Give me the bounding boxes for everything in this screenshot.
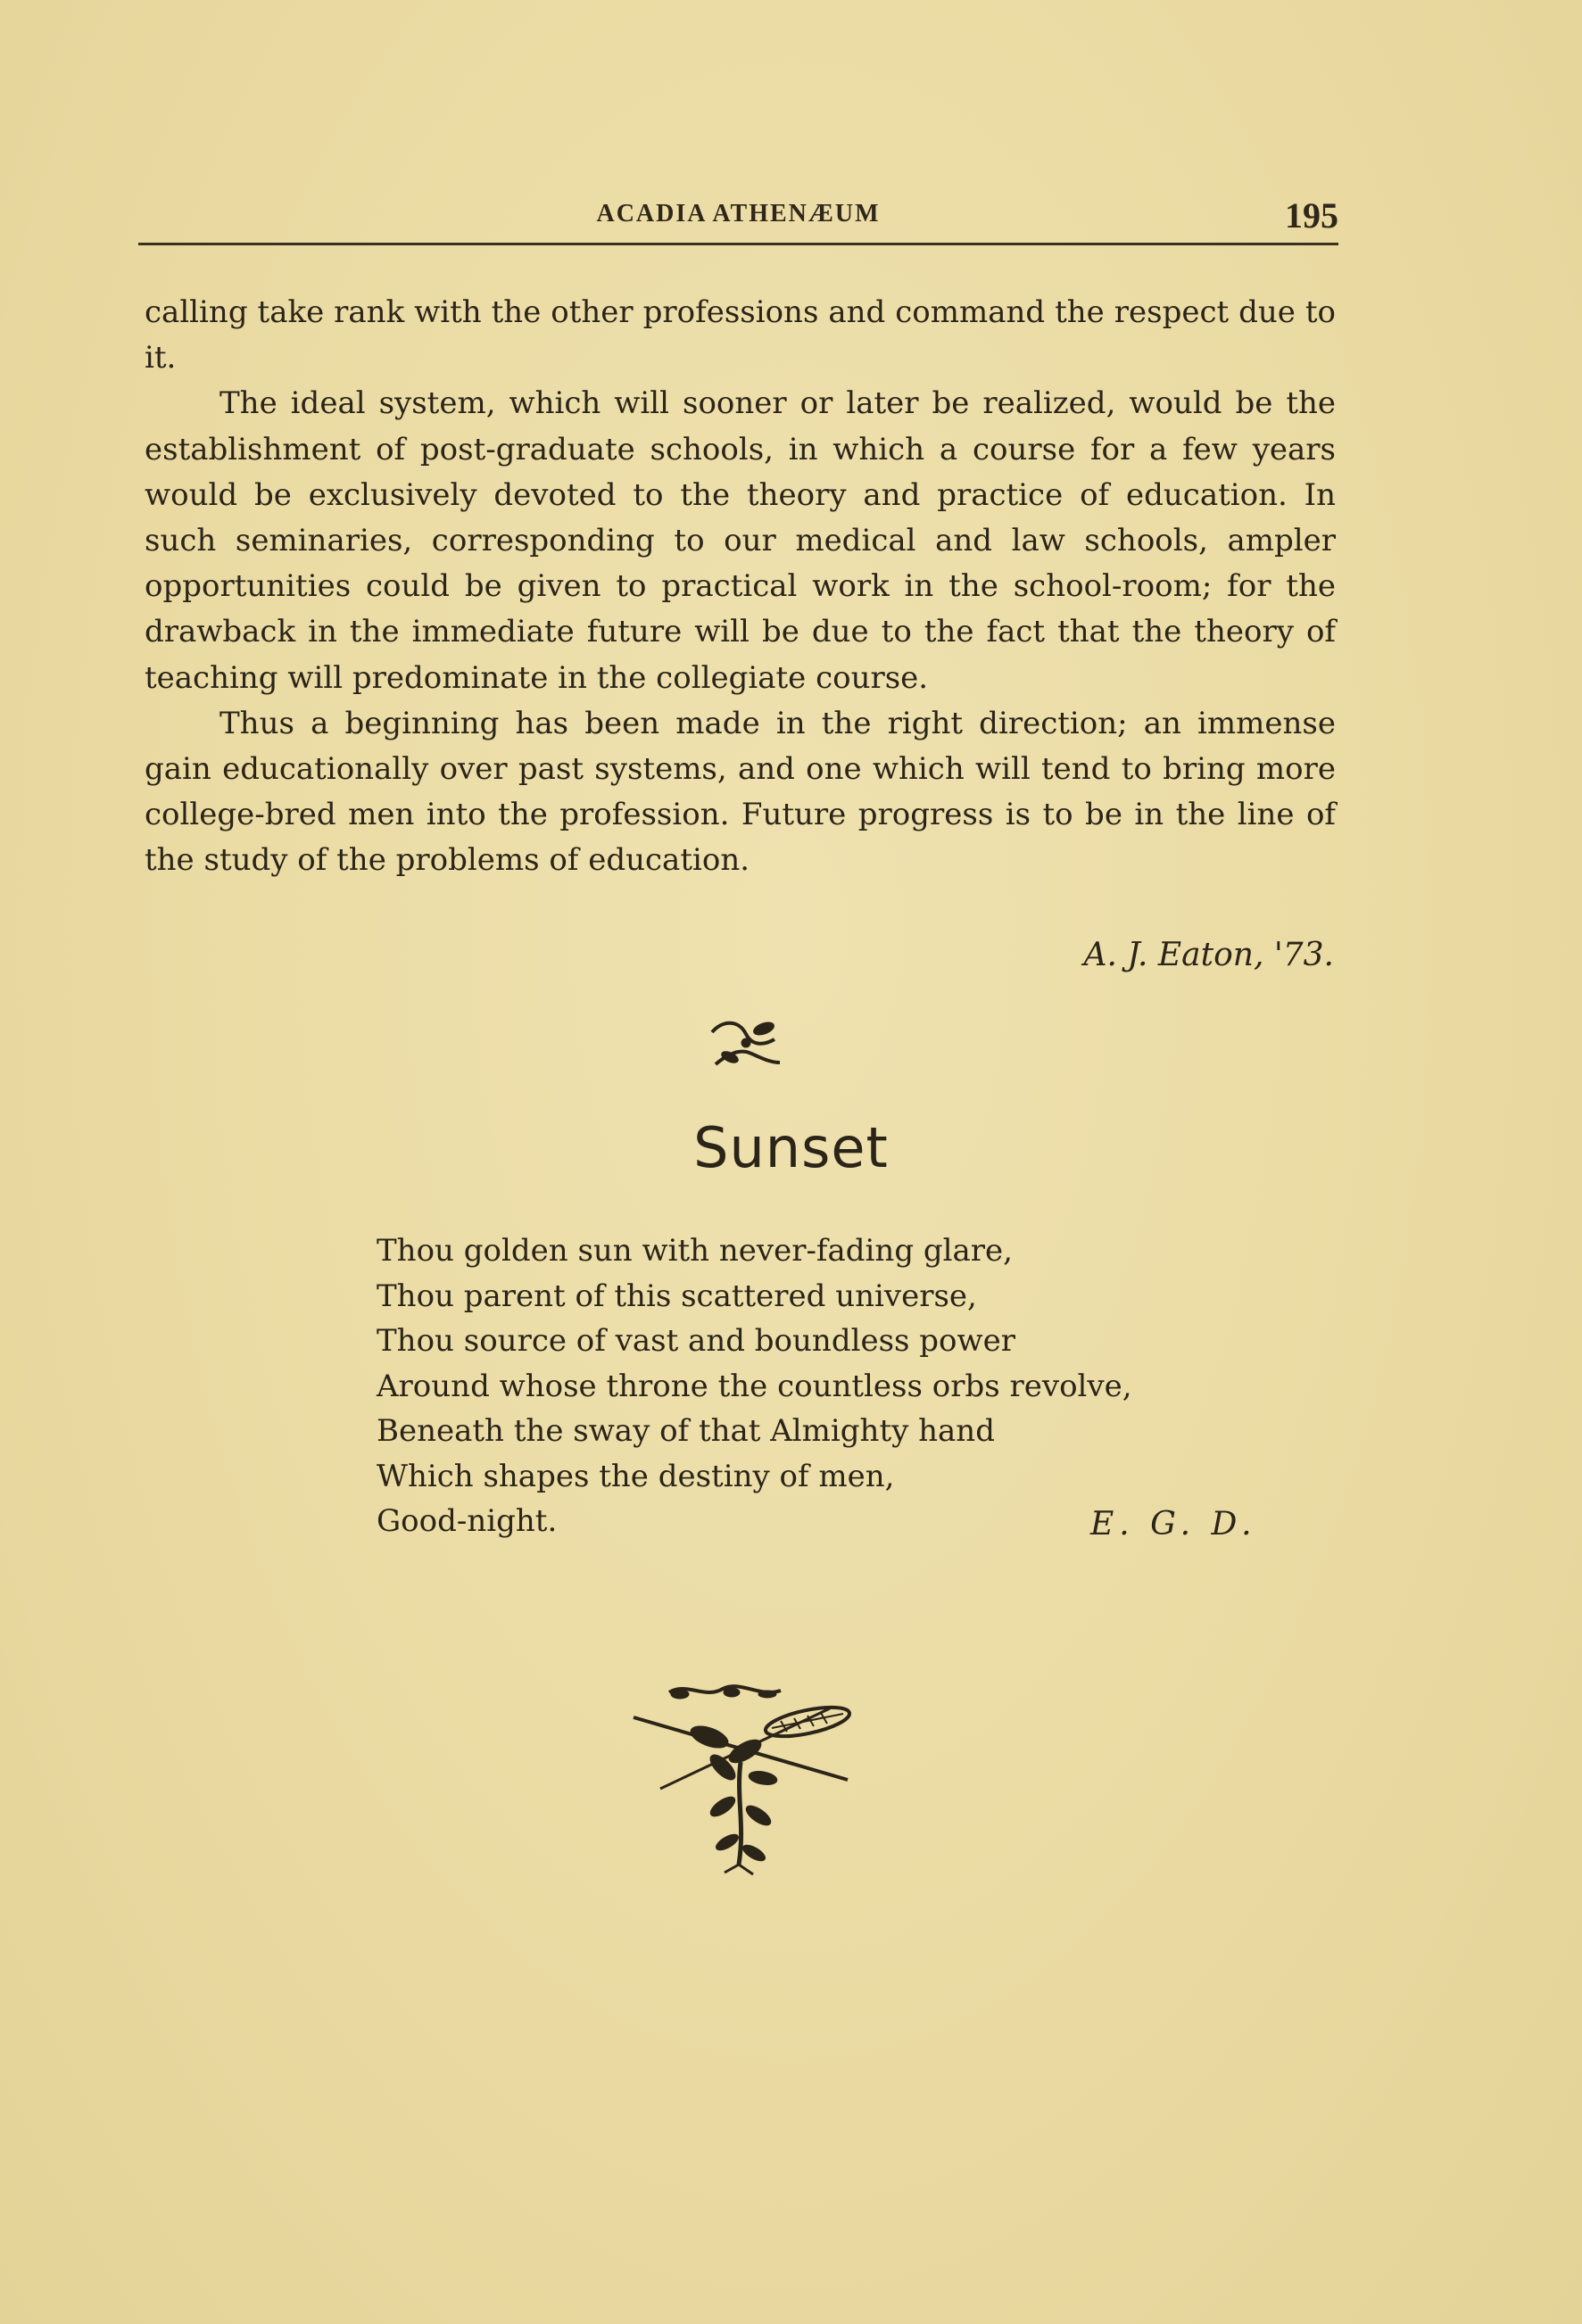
poem-body bbox=[377, 1228, 1287, 1544]
poem-line: Good-night. bbox=[377, 1503, 558, 1539]
poem-line: Thou source of vast and boundless power bbox=[377, 1323, 1015, 1359]
poem-line: Thou golden sun with never-fading glare, bbox=[377, 1233, 1013, 1269]
article-body bbox=[145, 290, 1336, 884]
poem-title: Sunset bbox=[693, 1115, 889, 1180]
poem-line: Beneath the sway of that Almighty hand bbox=[377, 1413, 995, 1449]
article-paragraph-1: calling take rank with the other professions and command the respect due to it. bbox=[145, 294, 1336, 376]
floral-tailpiece-icon bbox=[625, 1682, 866, 1878]
running-title: ACADIA ATHENÆUM bbox=[596, 200, 881, 227]
header-rule bbox=[138, 243, 1338, 245]
article-paragraph-2: The ideal system, which will sooner or later be realized, would be the establishment of post-graduate schools, in which a course for a few years would be exclusively devoted to the theory and practice of education. In such seminaries, corresponding to our medical and law schools, ampler opportunities could be given to practical work in the school-room; for the drawback in the immediate future will be due to the fact that the theory of teaching will predominate in the collegiate course. bbox=[145, 385, 1336, 696]
poem-initials: E. G. D. bbox=[1090, 1506, 1257, 1542]
running-head bbox=[138, 195, 1338, 252]
article-paragraph-3: Thus a beginning has been made in the right direction; an immense gain educationally over past systems, and one which will tend to bring more college-bred men into the profession. Future progress is to be in the line of the study of the problems of education. bbox=[145, 705, 1336, 879]
poem-line: Which shapes the destiny of men, bbox=[377, 1458, 895, 1494]
poem-line: Thou parent of this scattered universe, bbox=[377, 1278, 977, 1314]
fleuron-icon bbox=[705, 1013, 785, 1075]
poem-line: Around whose throne the countless orbs revolve, bbox=[377, 1368, 1132, 1404]
article-signature: A. J. Eaton, '73. bbox=[1083, 937, 1334, 973]
page-number: 195 bbox=[1285, 195, 1338, 236]
